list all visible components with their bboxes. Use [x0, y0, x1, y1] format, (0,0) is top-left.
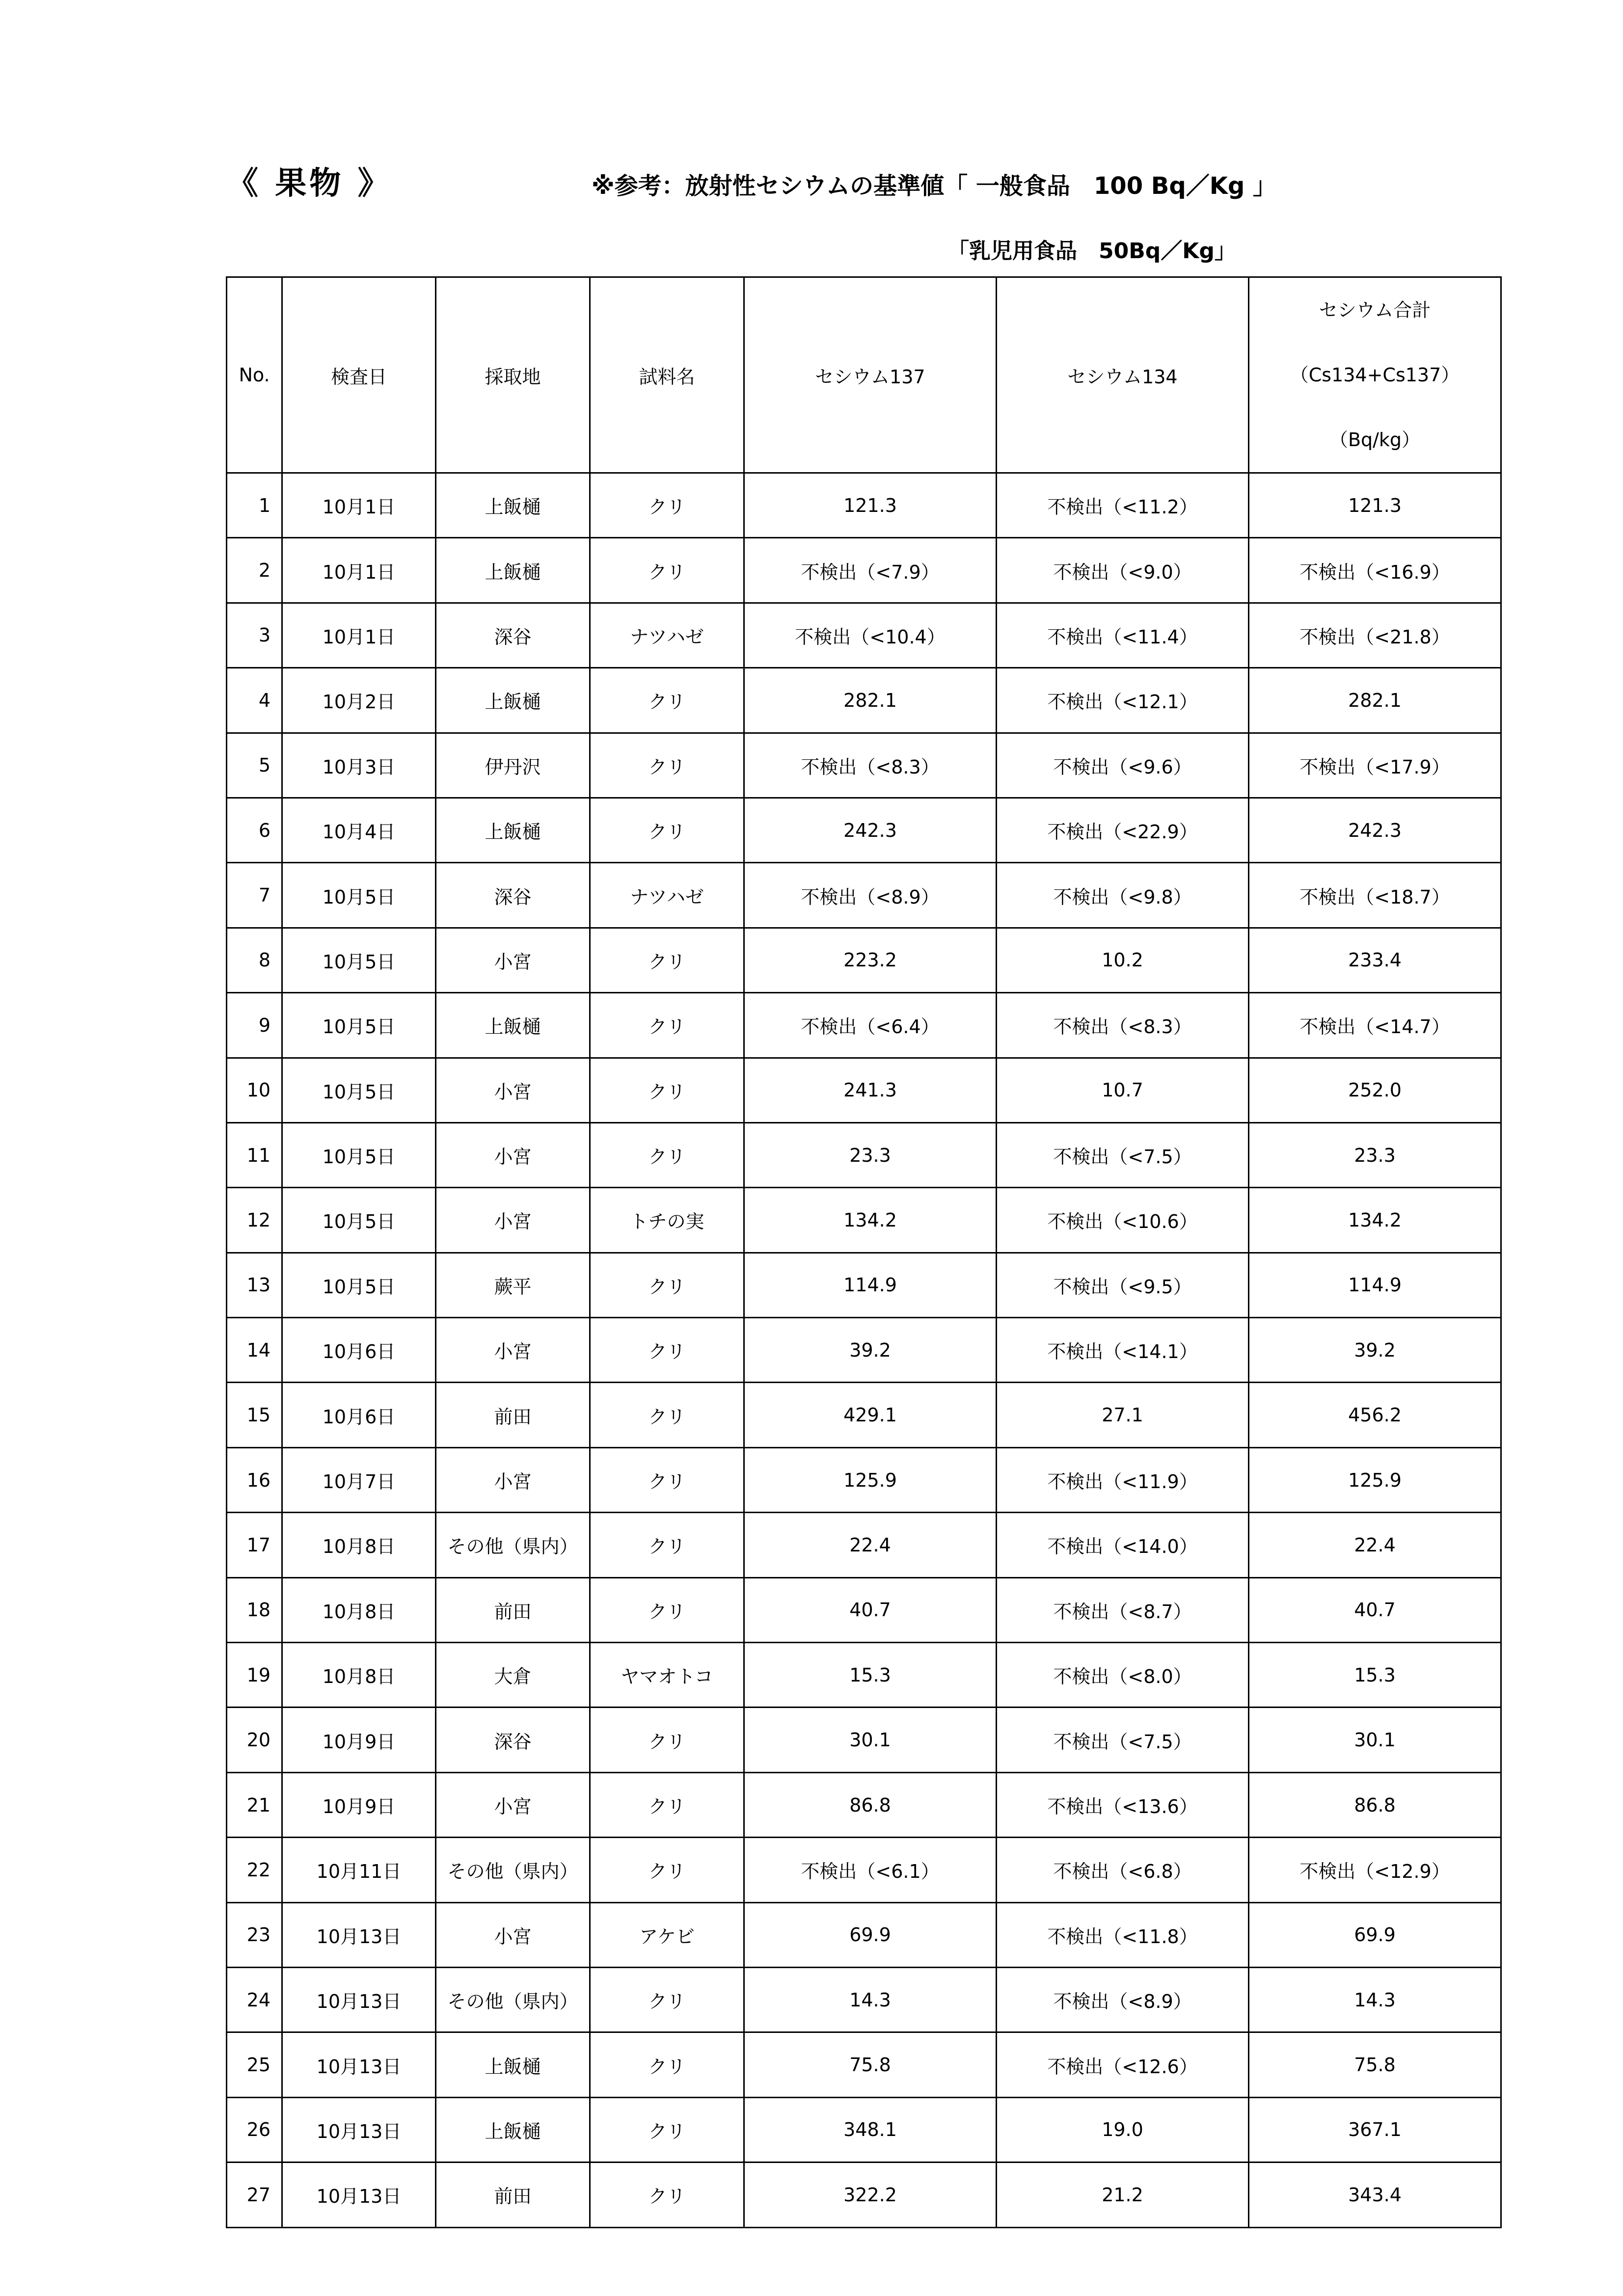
cell-total: 不検出（<14.7） [1249, 993, 1501, 1058]
cell-location: 深谷 [436, 603, 590, 667]
cell-no: 5 [227, 733, 282, 798]
cell-no: 18 [227, 1577, 282, 1642]
header-row [227, 277, 1501, 473]
cell-no: 17 [227, 1513, 282, 1577]
cell-date: 10月9日 [282, 1772, 436, 1837]
cell-total: 233.4 [1249, 928, 1501, 992]
cell-date: 10月13日 [282, 1902, 436, 1967]
cell-total: 不検出（<21.8） [1249, 603, 1501, 667]
table-row [227, 1708, 1501, 1772]
cell-sample: ナツハゼ [590, 603, 744, 667]
results-table [226, 276, 1502, 2228]
cell-no: 24 [227, 1967, 282, 2032]
table-row [227, 1643, 1501, 1708]
cell-date: 10月7日 [282, 1447, 436, 1512]
table-row [227, 1058, 1501, 1122]
cell-cs137: 40.7 [744, 1577, 997, 1642]
cell-cs137: 不検出（<6.4） [744, 993, 997, 1058]
cell-total: 114.9 [1249, 1253, 1501, 1317]
cell-no: 14 [227, 1318, 282, 1383]
cell-date: 10月6日 [282, 1383, 436, 1447]
cell-total: 75.8 [1249, 2032, 1501, 2097]
table-header [227, 277, 1501, 473]
cell-location: 深谷 [436, 1708, 590, 1772]
table-row [227, 1383, 1501, 1447]
cell-cs137: 125.9 [744, 1447, 997, 1512]
cell-sample: クリ [590, 1967, 744, 2032]
cell-cs137: 134.2 [744, 1188, 997, 1253]
table-row [227, 1577, 1501, 1642]
cell-location: 上飯樋 [436, 2097, 590, 2162]
cell-sample: クリ [590, 2032, 744, 2097]
cell-cs137: 429.1 [744, 1383, 997, 1447]
cell-total: 23.3 [1249, 1122, 1501, 1187]
cell-sample: クリ [590, 928, 744, 992]
cell-sample: クリ [590, 1318, 744, 1383]
cell-total: 343.4 [1249, 2163, 1501, 2227]
cell-total: 242.3 [1249, 798, 1501, 862]
cell-date: 10月8日 [282, 1577, 436, 1642]
cell-cs137: 30.1 [744, 1708, 997, 1772]
cell-cs134: 21.2 [997, 2163, 1249, 2227]
header-cs134: セシウム134 [997, 277, 1249, 473]
cell-cs134: 不検出（<9.6） [997, 733, 1249, 798]
table-row [227, 1122, 1501, 1187]
cell-cs137: 121.3 [744, 473, 997, 538]
table-row [227, 1447, 1501, 1512]
cell-total: 不検出（<12.9） [1249, 1838, 1501, 1902]
cell-date: 10月8日 [282, 1513, 436, 1577]
cell-sample: クリ [590, 1772, 744, 1837]
cell-cs134: 不検出（<11.2） [997, 473, 1249, 538]
cell-no: 20 [227, 1708, 282, 1772]
cell-total: 不検出（<17.9） [1249, 733, 1501, 798]
cell-date: 10月9日 [282, 1708, 436, 1772]
table-body [227, 473, 1501, 2228]
table-row [227, 538, 1501, 603]
cell-total: 69.9 [1249, 1902, 1501, 1967]
cell-no: 1 [227, 473, 282, 538]
cell-date: 10月6日 [282, 1318, 436, 1383]
cell-sample: ナツハゼ [590, 863, 744, 928]
cell-sample: クリ [590, 668, 744, 733]
cell-date: 10月4日 [282, 798, 436, 862]
cell-date: 10月3日 [282, 733, 436, 798]
cell-cs137: 241.3 [744, 1058, 997, 1122]
cell-cs137: 15.3 [744, 1643, 997, 1708]
cell-no: 27 [227, 2163, 282, 2227]
cell-cs137: 不検出（<8.9） [744, 863, 997, 928]
table-row [227, 2032, 1501, 2097]
cell-date: 10月13日 [282, 1967, 436, 2032]
cell-cs134: 不検出（<11.8） [997, 1902, 1249, 1967]
cell-location: 深谷 [436, 863, 590, 928]
cell-cs134: 不検出（<9.8） [997, 863, 1249, 928]
cell-sample: クリ [590, 538, 744, 603]
cell-no: 12 [227, 1188, 282, 1253]
header-total-unit: （Bq/kg） [1329, 429, 1421, 451]
cell-cs134: 不検出（<8.9） [997, 1967, 1249, 2032]
cell-total: 22.4 [1249, 1513, 1501, 1577]
cell-location: 上飯樋 [436, 993, 590, 1058]
cell-no: 10 [227, 1058, 282, 1122]
table-row [227, 1967, 1501, 2032]
header-total [1249, 277, 1501, 473]
header-sample: 試料名 [590, 277, 744, 473]
cell-total: 不検出（<18.7） [1249, 863, 1501, 928]
cell-cs137: 114.9 [744, 1253, 997, 1317]
cell-cs137: 不検出（<8.3） [744, 733, 997, 798]
cell-location: 伊丹沢 [436, 733, 590, 798]
cell-cs137: 348.1 [744, 2097, 997, 2162]
cell-date: 10月5日 [282, 1122, 436, 1187]
cell-cs134: 不検出（<8.3） [997, 993, 1249, 1058]
cell-date: 10月13日 [282, 2163, 436, 2227]
cell-location: 上飯樋 [436, 473, 590, 538]
cell-date: 10月1日 [282, 603, 436, 667]
cell-date: 10月5日 [282, 993, 436, 1058]
cell-cs134: 不検出（<7.5） [997, 1122, 1249, 1187]
cell-no: 8 [227, 928, 282, 992]
cell-sample: クリ [590, 1253, 744, 1317]
cell-no: 2 [227, 538, 282, 603]
cell-cs134: 不検出（<12.1） [997, 668, 1249, 733]
cell-location: その他（県内） [436, 1513, 590, 1577]
cell-sample: クリ [590, 1838, 744, 1902]
cell-location: 前田 [436, 1383, 590, 1447]
cell-location: 小宮 [436, 1122, 590, 1187]
cell-cs134: 不検出（<11.9） [997, 1447, 1249, 1512]
cell-cs134: 不検出（<14.1） [997, 1318, 1249, 1383]
cell-cs137: 282.1 [744, 668, 997, 733]
cell-total: 不検出（<16.9） [1249, 538, 1501, 603]
cell-no: 15 [227, 1383, 282, 1447]
cell-cs134: 不検出（<9.5） [997, 1253, 1249, 1317]
cell-sample: クリ [590, 2097, 744, 2162]
cell-sample: クリ [590, 1383, 744, 1447]
cell-cs134: 不検出（<10.6） [997, 1188, 1249, 1253]
cell-cs134: 不検出（<8.7） [997, 1577, 1249, 1642]
cell-total: 15.3 [1249, 1643, 1501, 1708]
cell-cs134: 不検出（<22.9） [997, 798, 1249, 862]
cell-cs137: 不検出（<10.4） [744, 603, 997, 667]
cell-total: 456.2 [1249, 1383, 1501, 1447]
cell-total: 40.7 [1249, 1577, 1501, 1642]
cell-sample: クリ [590, 1122, 744, 1187]
cell-total: 121.3 [1249, 473, 1501, 538]
cell-cs137: 14.3 [744, 1967, 997, 2032]
table-row [227, 798, 1501, 862]
cell-location: 小宮 [436, 1058, 590, 1122]
cell-cs134: 10.7 [997, 1058, 1249, 1122]
table-row [227, 603, 1501, 667]
cell-no: 7 [227, 863, 282, 928]
cell-cs137: 22.4 [744, 1513, 997, 1577]
cell-location: 前田 [436, 1577, 590, 1642]
cell-date: 10月1日 [282, 538, 436, 603]
cell-no: 19 [227, 1643, 282, 1708]
cell-sample: クリ [590, 1708, 744, 1772]
cell-date: 10月5日 [282, 1188, 436, 1253]
cell-date: 10月5日 [282, 928, 436, 992]
cell-date: 10月11日 [282, 1838, 436, 1902]
cell-cs137: 322.2 [744, 2163, 997, 2227]
cell-cs137: 23.3 [744, 1122, 997, 1187]
cell-no: 11 [227, 1122, 282, 1187]
table-row [227, 1838, 1501, 1902]
cell-location: その他（県内） [436, 1967, 590, 2032]
cell-cs137: 不検出（<6.1） [744, 1838, 997, 1902]
cell-no: 4 [227, 668, 282, 733]
table-row [227, 1902, 1501, 1967]
cell-location: 小宮 [436, 1188, 590, 1253]
cell-cs137: 69.9 [744, 1902, 997, 1967]
cell-cs137: 242.3 [744, 798, 997, 862]
cell-location: 小宮 [436, 928, 590, 992]
cell-no: 3 [227, 603, 282, 667]
cell-no: 9 [227, 993, 282, 1058]
cell-location: 上飯樋 [436, 2032, 590, 2097]
cell-cs137: 223.2 [744, 928, 997, 992]
cell-total: 125.9 [1249, 1447, 1501, 1512]
cell-total: 86.8 [1249, 1772, 1501, 1837]
table-row [227, 473, 1501, 538]
cell-cs137: 75.8 [744, 2032, 997, 2097]
cell-cs134: 不検出（<9.0） [997, 538, 1249, 603]
table-row [227, 863, 1501, 928]
cell-cs134: 10.2 [997, 928, 1249, 992]
cell-total: 282.1 [1249, 668, 1501, 733]
table-row [227, 2163, 1501, 2227]
table-row [227, 2097, 1501, 2162]
cell-date: 10月13日 [282, 2032, 436, 2097]
cell-location: 蕨平 [436, 1253, 590, 1317]
table-row [227, 1253, 1501, 1317]
cell-no: 25 [227, 2032, 282, 2097]
cell-total: 39.2 [1249, 1318, 1501, 1383]
cell-date: 10月13日 [282, 2097, 436, 2162]
header-total-formula: （Cs134+Cs137） [1290, 364, 1460, 386]
cell-sample: クリ [590, 1577, 744, 1642]
cell-sample: トチの実 [590, 1188, 744, 1253]
cell-location: 小宮 [436, 1318, 590, 1383]
header-location: 採取地 [436, 277, 590, 473]
cell-sample: クリ [590, 1447, 744, 1512]
cell-location: 小宮 [436, 1772, 590, 1837]
cell-cs134: 不検出（<11.4） [997, 603, 1249, 667]
cell-location: その他（県内） [436, 1838, 590, 1902]
cell-cs134: 不検出（<13.6） [997, 1772, 1249, 1837]
cell-date: 10月5日 [282, 1058, 436, 1122]
cell-sample: クリ [590, 733, 744, 798]
cell-sample: ヤマオトコ [590, 1643, 744, 1708]
header-no: No. [227, 277, 282, 473]
table-row [227, 668, 1501, 733]
header-date: 検査日 [282, 277, 436, 473]
cell-no: 23 [227, 1902, 282, 1967]
header-total-label: セシウム合計 [1319, 299, 1431, 321]
cell-date: 10月8日 [282, 1643, 436, 1708]
cell-no: 13 [227, 1253, 282, 1317]
cell-cs134: 19.0 [997, 2097, 1249, 2162]
cell-cs134: 不検出（<8.0） [997, 1643, 1249, 1708]
cell-cs134: 27.1 [997, 1383, 1249, 1447]
cell-cs137: 86.8 [744, 1772, 997, 1837]
cell-date: 10月2日 [282, 668, 436, 733]
cell-sample: クリ [590, 2163, 744, 2227]
cell-date: 10月5日 [282, 1253, 436, 1317]
cell-cs137: 不検出（<7.9） [744, 538, 997, 603]
cell-location: 大倉 [436, 1643, 590, 1708]
cell-total: 14.3 [1249, 1967, 1501, 2032]
cell-location: 前田 [436, 2163, 590, 2227]
reference-standard-general: ※参考：放射性セシウムの基準値「 一般食品 100 Bq／Kg 」 [592, 172, 1277, 200]
cell-location: 上飯樋 [436, 798, 590, 862]
cell-sample: クリ [590, 798, 744, 862]
table-row [227, 1772, 1501, 1837]
page-title: 《 果物 》 [227, 165, 392, 202]
cell-location: 小宮 [436, 1447, 590, 1512]
cell-date: 10月5日 [282, 863, 436, 928]
table-row [227, 1513, 1501, 1577]
cell-no: 26 [227, 2097, 282, 2162]
table-row [227, 993, 1501, 1058]
cell-no: 16 [227, 1447, 282, 1512]
cell-sample: クリ [590, 1513, 744, 1577]
table-row [227, 1188, 1501, 1253]
cell-total: 252.0 [1249, 1058, 1501, 1122]
header-cs137: セシウム137 [744, 277, 997, 473]
cell-sample: アケビ [590, 1902, 744, 1967]
reference-standard-infant: 「乳児用食品 50Bq／Kg」 [947, 239, 1236, 264]
cell-no: 21 [227, 1772, 282, 1837]
cell-cs134: 不検出（<12.6） [997, 2032, 1249, 2097]
cell-location: 小宮 [436, 1902, 590, 1967]
table-row [227, 733, 1501, 798]
cell-cs134: 不検出（<14.0） [997, 1513, 1249, 1577]
cell-sample: クリ [590, 473, 744, 538]
cell-location: 上飯樋 [436, 668, 590, 733]
cell-cs134: 不検出（<6.8） [997, 1838, 1249, 1902]
cell-no: 6 [227, 798, 282, 862]
cell-sample: クリ [590, 993, 744, 1058]
cell-total: 367.1 [1249, 2097, 1501, 2162]
cell-no: 22 [227, 1838, 282, 1902]
table-row [227, 928, 1501, 992]
cell-location: 上飯樋 [436, 538, 590, 603]
table-row [227, 1318, 1501, 1383]
cell-cs134: 不検出（<7.5） [997, 1708, 1249, 1772]
cell-date: 10月1日 [282, 473, 436, 538]
cell-sample: クリ [590, 1058, 744, 1122]
cell-total: 134.2 [1249, 1188, 1501, 1253]
cell-cs137: 39.2 [744, 1318, 997, 1383]
cell-total: 30.1 [1249, 1708, 1501, 1772]
